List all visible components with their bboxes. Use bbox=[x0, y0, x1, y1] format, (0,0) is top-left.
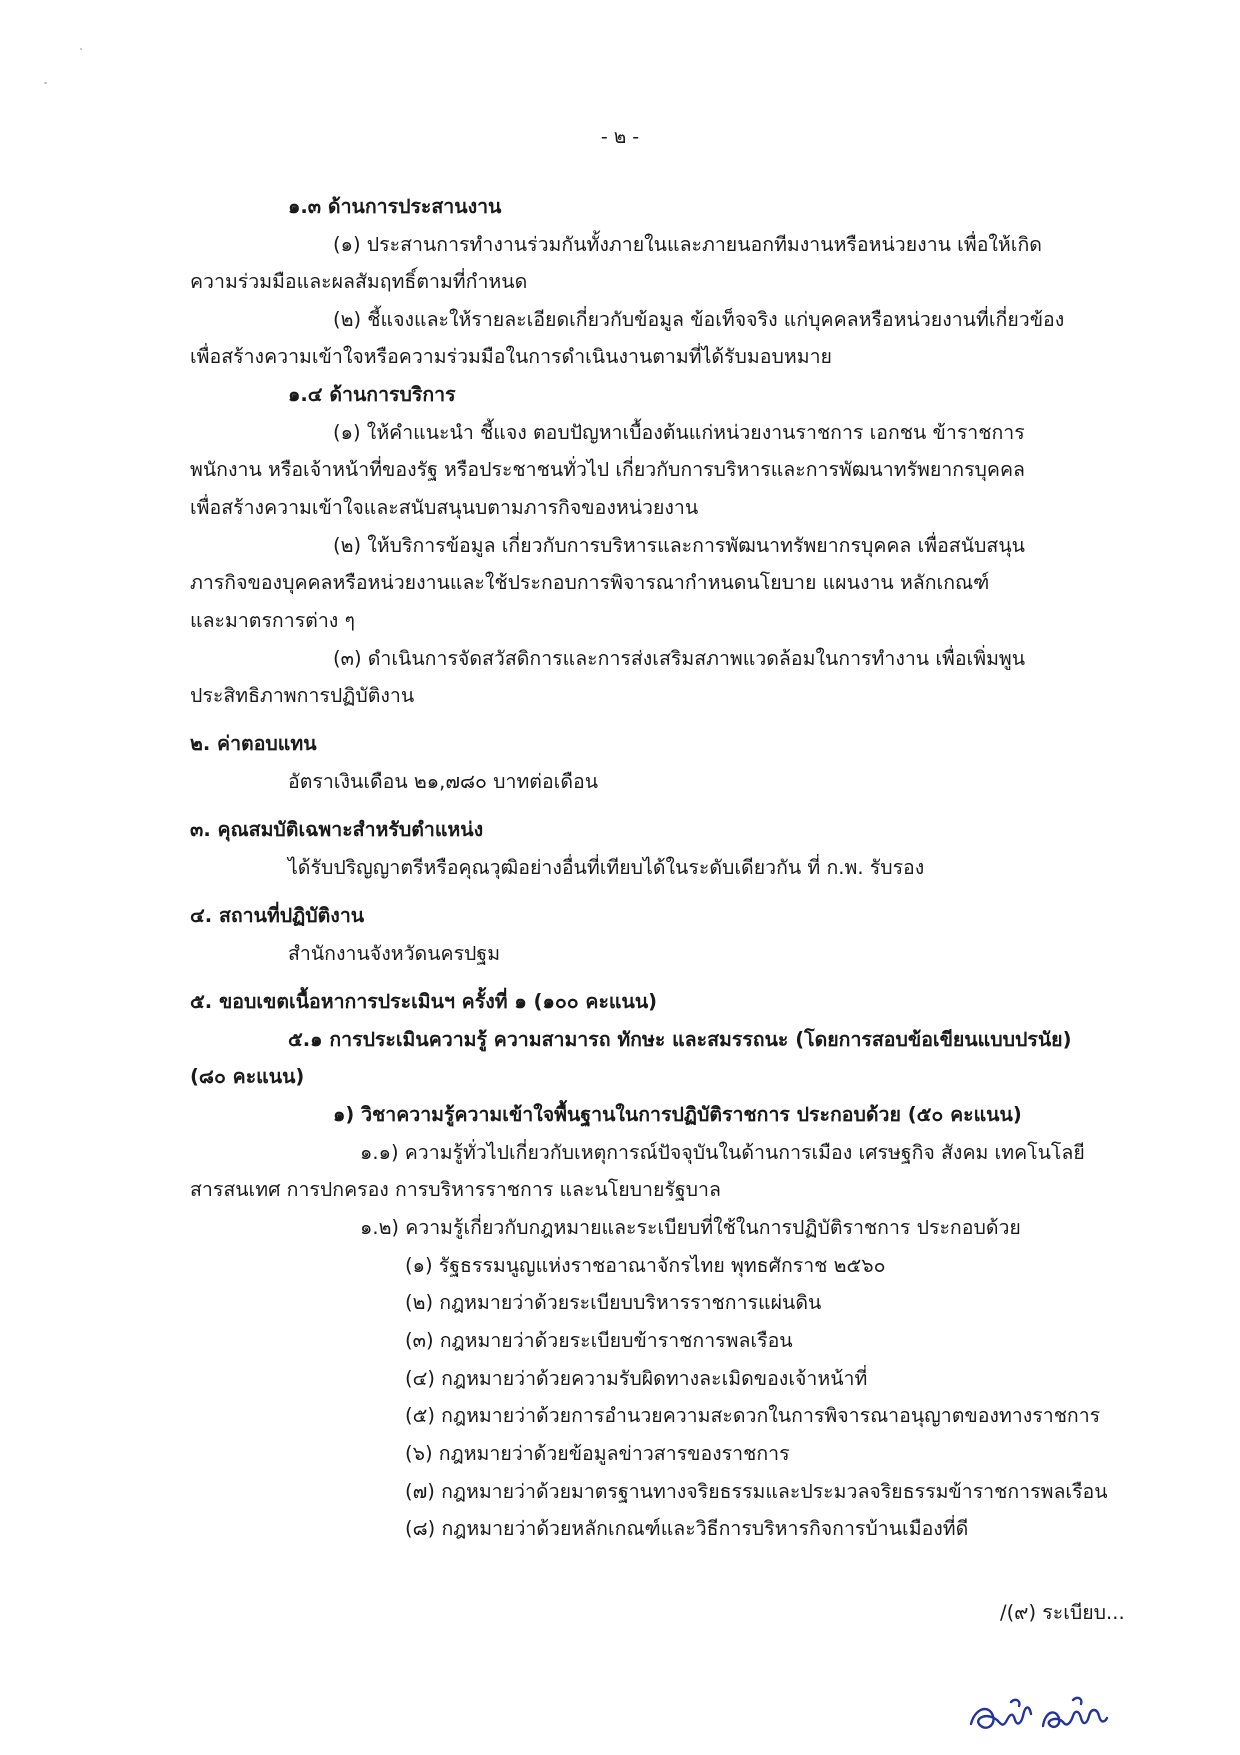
paragraph-line: อัตราเงินเดือน ๒๑,๗๘๐ บาทต่อเดือน bbox=[288, 770, 599, 793]
page-number: - ๒ - bbox=[600, 126, 640, 148]
section-3-heading: ๓. คุณสมบัติเฉพาะสำหรับตำแหน่ง bbox=[190, 818, 484, 841]
section-5-heading: ๕. ขอบเขตเนื้อหาการประเมินฯ ครั้งที่ ๑ (๑๐๐ คะแนน) bbox=[190, 990, 658, 1013]
section-2-heading: ๒. ค่าตอบแทน bbox=[190, 732, 317, 755]
continuation-note: /(๙) ระเบียบ... bbox=[1000, 1601, 1125, 1624]
paragraph-line: พนักงาน หรือเจ้าหน้าที่ของรัฐ หรือประชาชนทั่วไป เกี่ยวกับการบริหารและการพัฒนาทรัพยากรบุคคล bbox=[190, 458, 1025, 481]
law-item: (๓) กฎหมายว่าด้วยระเบียบข้าราชการพลเรือน bbox=[405, 1329, 793, 1352]
handwritten-signature bbox=[965, 1690, 1115, 1740]
scan-speck bbox=[44, 82, 47, 84]
paragraph-line: ได้รับปริญญาตรีหรือคุณวุฒิอย่างอื่นที่เทียบได้ในระดับเดียวกัน ที่ ก.พ. รับรอง bbox=[288, 856, 925, 879]
paragraph-line: (๒) ให้บริการข้อมูล เกี่ยวกับการบริหารและการพัฒนาทรัพยากรบุคคล เพื่อสนับสนุน bbox=[333, 534, 1025, 557]
section-1-3-heading: ๑.๓ ด้านการประสานงาน bbox=[288, 195, 502, 218]
paragraph-line: ๑.๑) ความรู้ทั่วไปเกี่ยวกับเหตุการณ์ปัจจุบันในด้านการเมือง เศรษฐกิจ สังคม เทคโนโลยี bbox=[360, 1141, 1085, 1164]
law-item: (๔) กฎหมายว่าด้วยความรับผิดทางละเมิดของเจ้าหน้าที่ bbox=[405, 1367, 868, 1390]
paragraph-line: สารสนเทศ การปกครอง การบริหารราชการ และนโยบายรัฐบาล bbox=[190, 1178, 721, 1201]
paragraph-line: (๒) ชี้แจงและให้รายละเอียดเกี่ยวกับข้อมูล ข้อเท็จจริง แก่บุคคลหรือหน่วยงานที่เกี่ยวข้อง bbox=[333, 308, 1065, 331]
paragraph-line: ๑.๒) ความรู้เกี่ยวกับกฎหมายและระเบียบที่ใช้ในการปฏิบัติราชการ ประกอบด้วย bbox=[360, 1216, 1021, 1239]
paragraph-line: และมาตรการต่าง ๆ bbox=[190, 609, 355, 632]
paragraph-line: (๓) ดำเนินการจัดสวัสดิการและการส่งเสริมสภาพแวดล้อมในการทำงาน เพื่อเพิ่มพูน bbox=[333, 647, 1026, 670]
subject-1-heading: ๑) วิชาความรู้ความเข้าใจพื้นฐานในการปฏิบัติราชการ ประกอบด้วย (๕๐ คะแนน) bbox=[333, 1103, 1022, 1126]
paragraph-line: (๑) ให้คำแนะนำ ชี้แจง ตอบปัญหาเบื้องต้นแก่หน่วยงานราชการ เอกชน ข้าราชการ bbox=[333, 421, 1025, 444]
section-1-4-heading: ๑.๔ ด้านการบริการ bbox=[288, 383, 456, 406]
paragraph-line: เพื่อสร้างความเข้าใจหรือความร่วมมือในการดำเนินงานตามที่ได้รับมอบหมาย bbox=[190, 345, 832, 368]
paragraph-line: ความร่วมมือและผลสัมฤทธิ์ตามที่กำหนด bbox=[190, 270, 528, 293]
law-item: (๗) กฎหมายว่าด้วยมาตรฐานทางจริยธรรมและประมวลจริยธรรมข้าราชการพลเรือน bbox=[405, 1480, 1108, 1503]
law-item: (๘) กฎหมายว่าด้วยหลักเกณฑ์และวิธีการบริหารกิจการบ้านเมืองที่ดี bbox=[405, 1517, 969, 1540]
law-item: (๑) รัฐธรรมนูญแห่งราชอาณาจักรไทย พุทธศักราช ๒๕๖๐ bbox=[405, 1254, 886, 1277]
section-5-1-heading: ๕.๑ การประเมินความรู้ ความสามารถ ทักษะ และสมรรถนะ (โดยการสอบข้อเขียนแบบปรนัย) bbox=[288, 1028, 1072, 1051]
law-item: (๒) กฎหมายว่าด้วยระเบียบบริหารราชการแผ่นดิน bbox=[405, 1291, 822, 1314]
paragraph-line: (๑) ประสานการทำงานร่วมกันทั้งภายในและภายนอกทีมงานหรือหน่วยงาน เพื่อให้เกิด bbox=[333, 233, 1042, 256]
paragraph-line: สำนักงานจังหวัดนครปฐม bbox=[288, 942, 501, 965]
law-item: (๕) กฎหมายว่าด้วยการอำนวยความสะดวกในการพิจารณาอนุญาตของทางราชการ bbox=[405, 1404, 1101, 1427]
paragraph-line: ภารกิจของบุคคลหรือหน่วยงานและใช้ประกอบการพิจารณากำหนดนโยบาย แผนงาน หลักเกณฑ์ bbox=[190, 571, 990, 594]
section-5-1-score: (๘๐ คะแนน) bbox=[190, 1065, 305, 1088]
paragraph-line: เพื่อสร้างความเข้าใจและสนับสนุนบตามภารกิจของหน่วยงาน bbox=[190, 496, 699, 519]
law-item: (๖) กฎหมายว่าด้วยข้อมูลข่าวสารของราชการ bbox=[405, 1442, 790, 1465]
paragraph-line: ประสิทธิภาพการปฏิบัติงาน bbox=[190, 684, 415, 707]
scan-speck bbox=[80, 48, 82, 50]
section-4-heading: ๔. สถานที่ปฏิบัติงาน bbox=[190, 904, 365, 927]
